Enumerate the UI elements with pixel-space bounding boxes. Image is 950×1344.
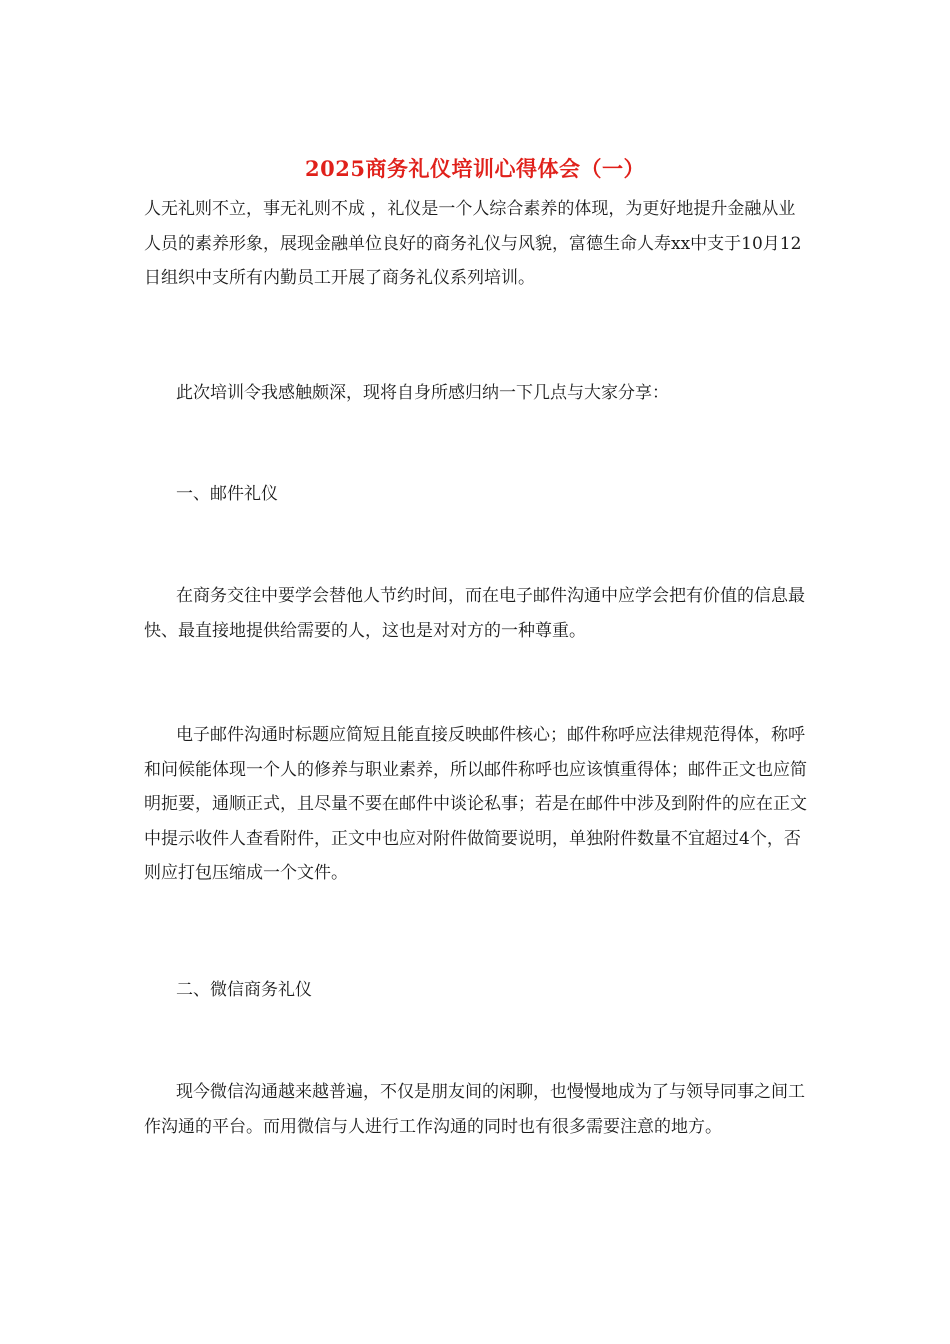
wechat-paragraph-1: 现今微信沟通越来越普遍，不仅是朋友间的闲聊，也慢慢地成为了与领导同事之间工作沟通的平台。而用微信与人进行工作沟通的同时也有很多需要注意的地方。 <box>144 1082 805 1137</box>
email-paragraph-2: 电子邮件沟通时标题应简短且能直接反映邮件核心；邮件称呼应法律规范得体，称呼和问候能体现一个人的修养与职业素养，所以邮件称呼也应该慎重得体；邮件正文也应简明扼要，通顺正式，且尽量不要在邮件中谈论私事；若是在邮件中涉及到附件的应在正文中提示收件人查看附件，正文中也应对附件做简要说明，单独附件数量不宜超过4个，否则应打包压缩成一个文件。 <box>144 725 807 883</box>
document-title: 2025商务礼仪培训心得体会（一） <box>305 156 645 181</box>
email-paragraph-1: 在商务交往中要学会替他人节约时间，而在电子邮件沟通中应学会把有价值的信息最快、最直接地提供给需要的人，这也是对对方的一种尊重。 <box>144 586 805 641</box>
section-heading-email: 一、邮件礼仪 <box>176 484 278 504</box>
intro-paragraph: 人无礼则不立，事无礼则不成 ，礼仪是一个人综合素养的体现，为更好地提升金融从业人员的素养形象，展现金融单位良好的商务礼仪与风貌，富德生命人寿xx中支于10月12日组织中支所有内勤员工开展了商务礼仪系列培训。 <box>144 199 802 288</box>
lead-paragraph: 此次培训令我感触颇深，现将自身所感归纳一下几点与大家分享： <box>176 383 669 403</box>
section-heading-wechat: 二、微信商务礼仪 <box>176 980 312 1000</box>
